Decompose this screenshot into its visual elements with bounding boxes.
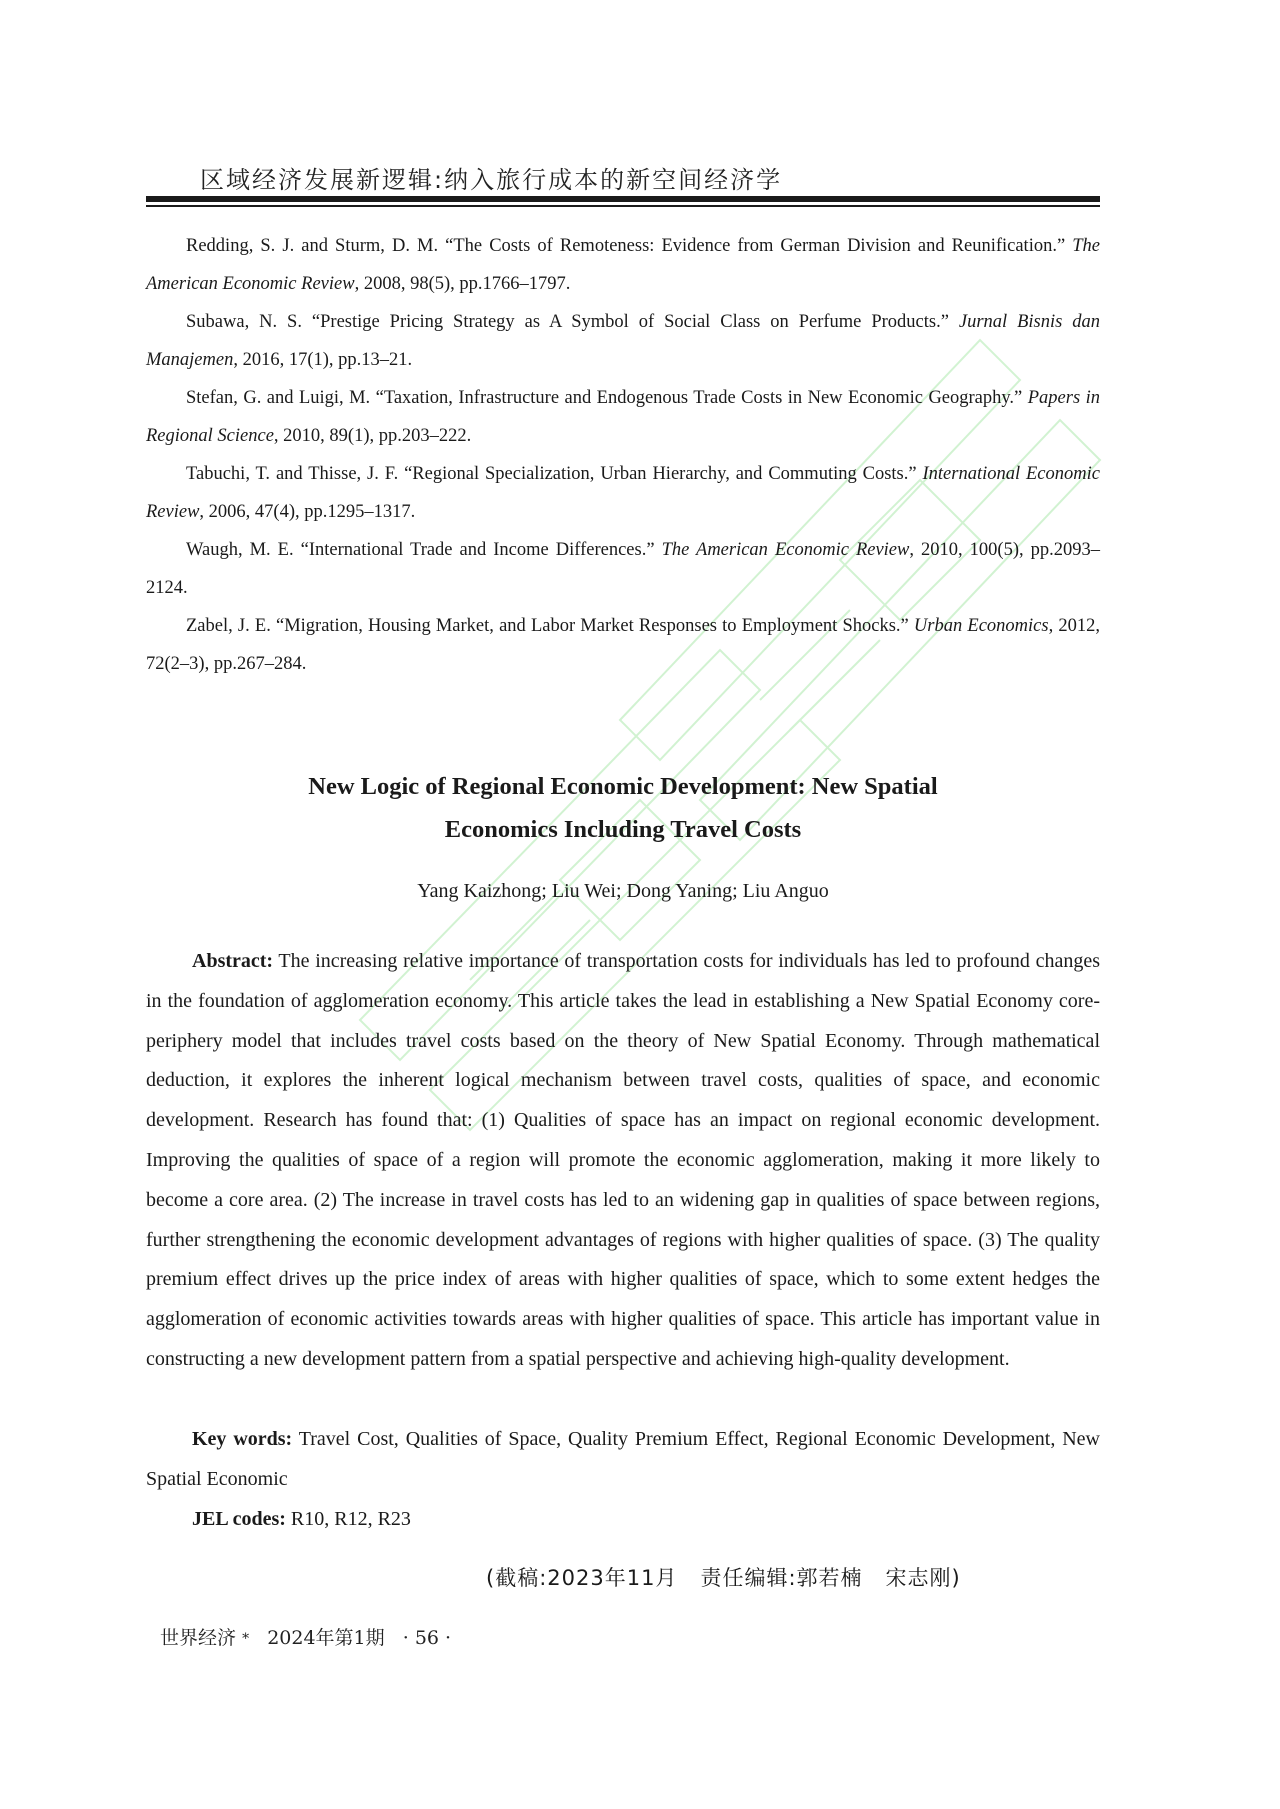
reference-item: Zabel, J. E. “Migration, Housing Market, and Labor Market Responses to Employment Shocks.” Urban Economics, 2012, 72(2–3), pp.267–284. bbox=[146, 616, 1100, 674]
footer-journal: 世界经济 bbox=[160, 1627, 237, 1649]
article-title bbox=[146, 765, 1100, 851]
keywords-text: Travel Cost, Qualities of Space, Quality Premium Effect, Regional Economic Development, New Spatial Economic bbox=[146, 1428, 1100, 1490]
page-number: · 56 · bbox=[402, 1627, 452, 1649]
jel-codes bbox=[192, 1500, 411, 1540]
jel-label: JEL codes: bbox=[192, 1508, 286, 1530]
running-title: 区域经济发展新逻辑:纳入旅行成本的新空间经济学 bbox=[200, 166, 783, 194]
reference-item: Redding, S. J. and Sturm, D. M. “The Costs of Remoteness: Evidence from German Division and Reunification.” The American Economic Review, 2008, 98(5), pp.1766–1797. bbox=[146, 236, 1100, 294]
abstract bbox=[146, 942, 1100, 1380]
reference-item: Stefan, G. and Luigi, M. “Taxation, Infrastructure and Endogenous Trade Costs in New Economic Geography.” Papers in Regional Science, 2010, 89(1), pp.203–222. bbox=[146, 388, 1100, 446]
reference-item: Waugh, M. E. “International Trade and Income Differences.” The American Economic Review, 2010, 100(5), pp.2093–2124. bbox=[146, 540, 1101, 598]
page-footer bbox=[160, 1623, 451, 1650]
abstract-label: Abstract: bbox=[192, 950, 274, 972]
header-rule-thick bbox=[146, 196, 1100, 202]
reference-item: Tabuchi, T. and Thisse, J. F. “Regional Specialization, Urban Hierarchy, and Commuting Costs.” International Economic Review, 2006, 47(4), pp.1295–1317. bbox=[146, 464, 1100, 522]
keywords-label: Key words: bbox=[192, 1428, 293, 1450]
keywords bbox=[146, 1420, 1100, 1500]
footer-star: * bbox=[242, 1631, 250, 1647]
article-title-line-1: New Logic of Regional Economic Development: New Spatial bbox=[308, 773, 938, 800]
jel-text: R10, R12, R23 bbox=[285, 1508, 411, 1530]
reference-list bbox=[146, 227, 1100, 683]
received-note: (截稿:2023年11月 责任编辑:郭若楠 宋志刚) bbox=[486, 1566, 961, 1590]
author-list: Yang Kaizhong; Liu Wei; Dong Yaning; Liu Anguo bbox=[417, 880, 829, 902]
header-rule-thin bbox=[146, 205, 1100, 207]
footer-issue: 2024年第1期 bbox=[267, 1627, 385, 1649]
article-title-line-2: Economics Including Travel Costs bbox=[444, 816, 802, 843]
reference-item: Subawa, N. S. “Prestige Pricing Strategy as A Symbol of Social Class on Perfume Products.” Jurnal Bisnis dan Manajemen, 2016, 17(1), pp.13–21. bbox=[146, 312, 1101, 370]
abstract-text: The increasing relative importance of transportation costs for individuals has led to profound changes in the foundation of agglomeration economy. This article takes the lead in establishing a New Spatial Economy core-periphery model that includes travel costs based on the theory of New Spatial Economy. Through mathematical deduction, it explores the inherent logical mechanism between travel costs, qualities of space, and economic development. Research has found that: (1) Qualities of space has an impact on regional economic development. Improving the qualities of space of a region will promote the economic agglomeration, making it more likely to become a core area. (2) The increase in travel costs has led to an widening gap in qualities of space between regions, further strengthening the economic development advantages of regions with higher qualities of space. (3) The quality premium effect drives up the price index of areas with higher qualities of space, which to some extent hedges the agglomeration of economic activities towards areas with higher qualities of space. This article has important value in constructing a new development pattern from a spatial perspective and achieving high-quality development. bbox=[146, 950, 1100, 1370]
